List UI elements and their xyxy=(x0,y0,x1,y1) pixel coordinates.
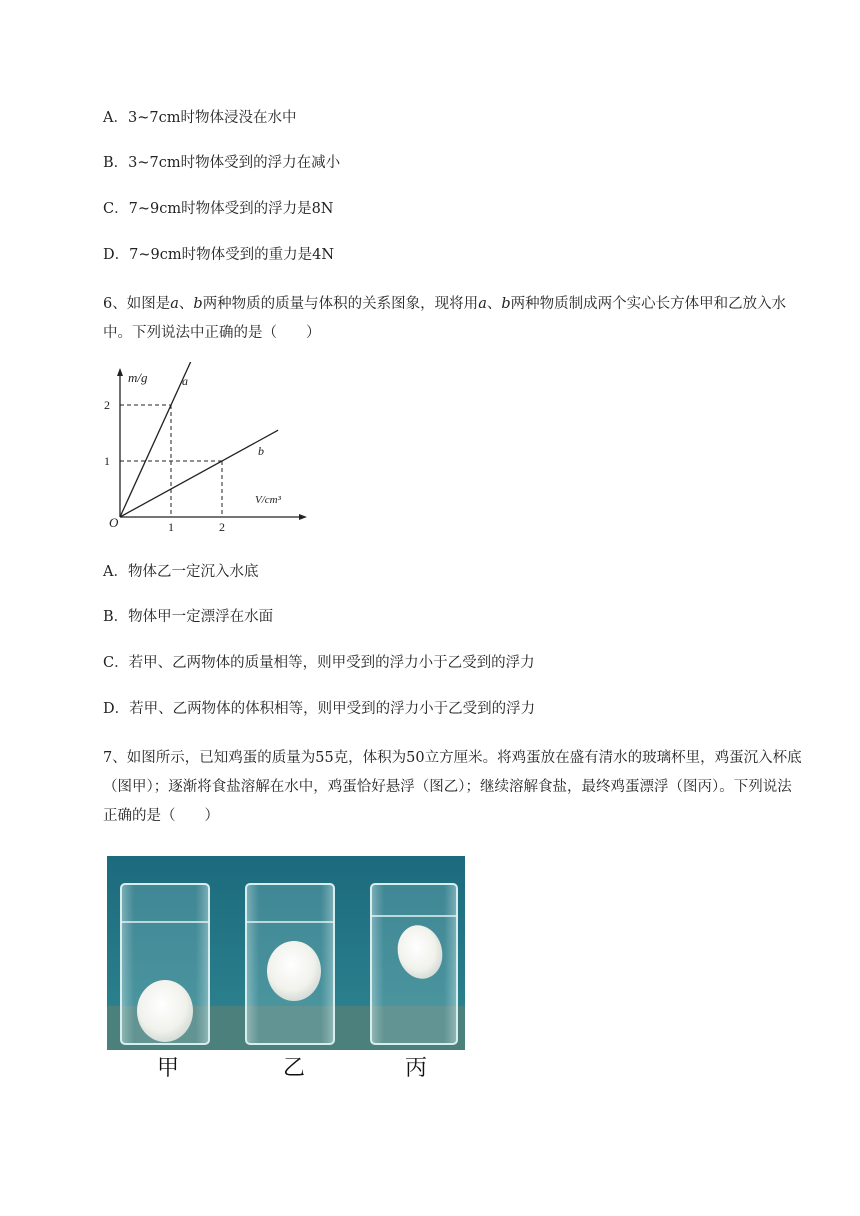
x-axis-label: V/cm³ xyxy=(255,494,281,506)
caption-yi: 乙 xyxy=(283,1056,306,1081)
guide-lines xyxy=(120,405,222,517)
egg-yi xyxy=(267,941,321,1001)
q6-option-a: A．物体乙一定沉入水底 xyxy=(103,564,259,580)
egg-jia xyxy=(137,980,193,1042)
y-axis-arrow xyxy=(117,368,123,376)
q5-option-d: D．7~9cm时物体受到的重力是4N xyxy=(103,247,335,263)
caption-bing: 丙 xyxy=(405,1056,428,1081)
beaker-bing xyxy=(371,884,457,1044)
origin-label: O xyxy=(109,515,119,530)
x-tick-label: 2 xyxy=(219,520,225,532)
beaker-yi xyxy=(246,884,334,1044)
y-tick-label: 1 xyxy=(104,454,110,468)
q6-stem: 6、如图是a、b两种物质的质量与体积的关系图象，现将用a、b两种物质制成两个实心长方体甲和乙放入水中。下列说法中正确的是（ ） xyxy=(103,296,787,341)
caption-jia: 甲 xyxy=(157,1056,180,1081)
q6-option-c: C．若甲、乙两物体的质量相等，则甲受到的浮力小于乙受到的浮力 xyxy=(103,655,535,671)
q6-option-b: B．物体甲一定漂浮在水面 xyxy=(103,609,274,625)
y-axis-label: m/g xyxy=(128,370,148,385)
q6-option-d: D．若甲、乙两物体的体积相等，则甲受到的浮力小于乙受到的浮力 xyxy=(103,701,536,717)
series-a-label: a xyxy=(182,374,188,388)
x-axis-arrow xyxy=(299,514,307,520)
series-b-label: b xyxy=(258,444,264,458)
x-tick-label: 1 xyxy=(168,520,174,532)
q5-option-a: A．3~7cm时物体浸没在水中 xyxy=(103,110,297,126)
q5-option-b: B．3~7cm时物体受到的浮力在减小 xyxy=(103,155,341,171)
beaker-jia xyxy=(121,884,209,1044)
egg-beakers-photo xyxy=(107,856,465,1050)
y-tick-label: 2 xyxy=(104,398,110,412)
q5-option-c: C．7~9cm时物体受到的浮力是8N xyxy=(103,201,334,217)
q7-stem: 7、如图所示，已知鸡蛋的质量为55克，体积为50立方厘米。将鸡蛋放在盛有清水的玻璃杯里，鸡蛋沉入杯底（图甲）；逐渐将食盐溶解在水中，鸡蛋恰好悬浮（图乙）；继续溶解食盐，最终鸡蛋漂浮（图丙）。下列说法正确的是（ ） xyxy=(103,750,802,824)
mass-volume-graph xyxy=(103,362,313,532)
